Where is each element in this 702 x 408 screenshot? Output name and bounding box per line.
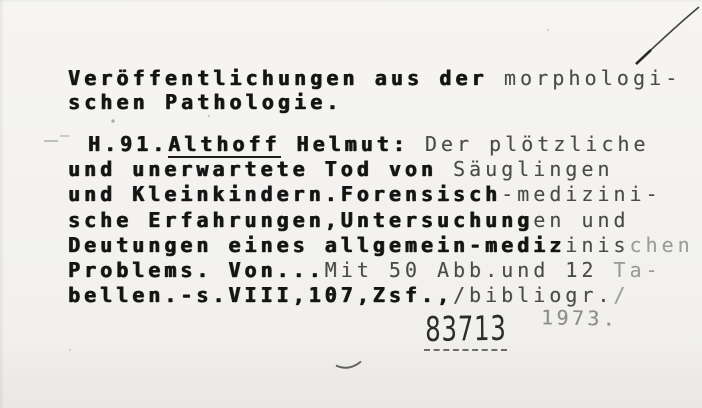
text-line bbox=[68, 233, 694, 258]
entry-text: Ta- bbox=[613, 258, 662, 283]
entry-text: chen bbox=[629, 232, 694, 257]
entry-text: Mit 50 Abb.und 12 bbox=[324, 258, 614, 283]
entry-text: /bibliogr. bbox=[452, 283, 614, 308]
paper-speck bbox=[111, 119, 114, 122]
text-line bbox=[68, 208, 694, 233]
author-firstname: Helmut: bbox=[280, 132, 425, 156]
title-text-heavy: schen Pathologie. bbox=[68, 90, 343, 114]
entry-text: und Kleinkindern.Forensisch bbox=[68, 182, 502, 207]
diagonal-pen-stroke bbox=[636, 7, 699, 64]
entry-text: Säuglingen bbox=[452, 157, 614, 182]
entry-text: en und bbox=[533, 207, 630, 232]
entry-text: und unerwartete Tod von bbox=[68, 157, 453, 182]
shelf-number: 83713 bbox=[425, 308, 507, 350]
entry-text: Problems. Von... bbox=[68, 258, 325, 283]
series-title bbox=[68, 66, 681, 114]
bibliographic-entry bbox=[68, 132, 694, 308]
diagonal-pen-stroke-base bbox=[636, 50, 651, 64]
curve-pen-mark bbox=[336, 362, 361, 368]
text-line bbox=[68, 258, 694, 283]
entry-text: -medizini- bbox=[501, 182, 662, 207]
entry-text: sche Erfahrungen,Untersuchung bbox=[68, 207, 534, 232]
text-line bbox=[68, 283, 694, 308]
text-line bbox=[68, 132, 694, 157]
entry-text: bellen.-s.VIII,107,Zsf., bbox=[68, 283, 453, 308]
title-text-heavy: Veröffentlichungen aus der bbox=[68, 66, 504, 90]
title-text-light: morphologi- bbox=[503, 66, 682, 90]
entry-text: Der plötzliche bbox=[424, 132, 650, 156]
text-line bbox=[68, 90, 681, 114]
paper-speck bbox=[69, 349, 71, 351]
shelf-number-underline bbox=[424, 349, 507, 351]
text-line bbox=[68, 182, 694, 207]
text-line bbox=[68, 157, 694, 182]
text-line bbox=[68, 66, 681, 90]
paper-speck bbox=[208, 115, 210, 117]
paper-speck bbox=[547, 29, 550, 32]
entry-number: H.91. bbox=[88, 132, 169, 156]
entry-text: inis bbox=[565, 232, 630, 257]
entry-text: Deutungen eines allgemein-mediz bbox=[68, 232, 566, 257]
year-stamp: 1973. bbox=[540, 305, 619, 331]
entry-text: / bbox=[613, 283, 630, 308]
author-name: Althoff bbox=[168, 132, 281, 156]
